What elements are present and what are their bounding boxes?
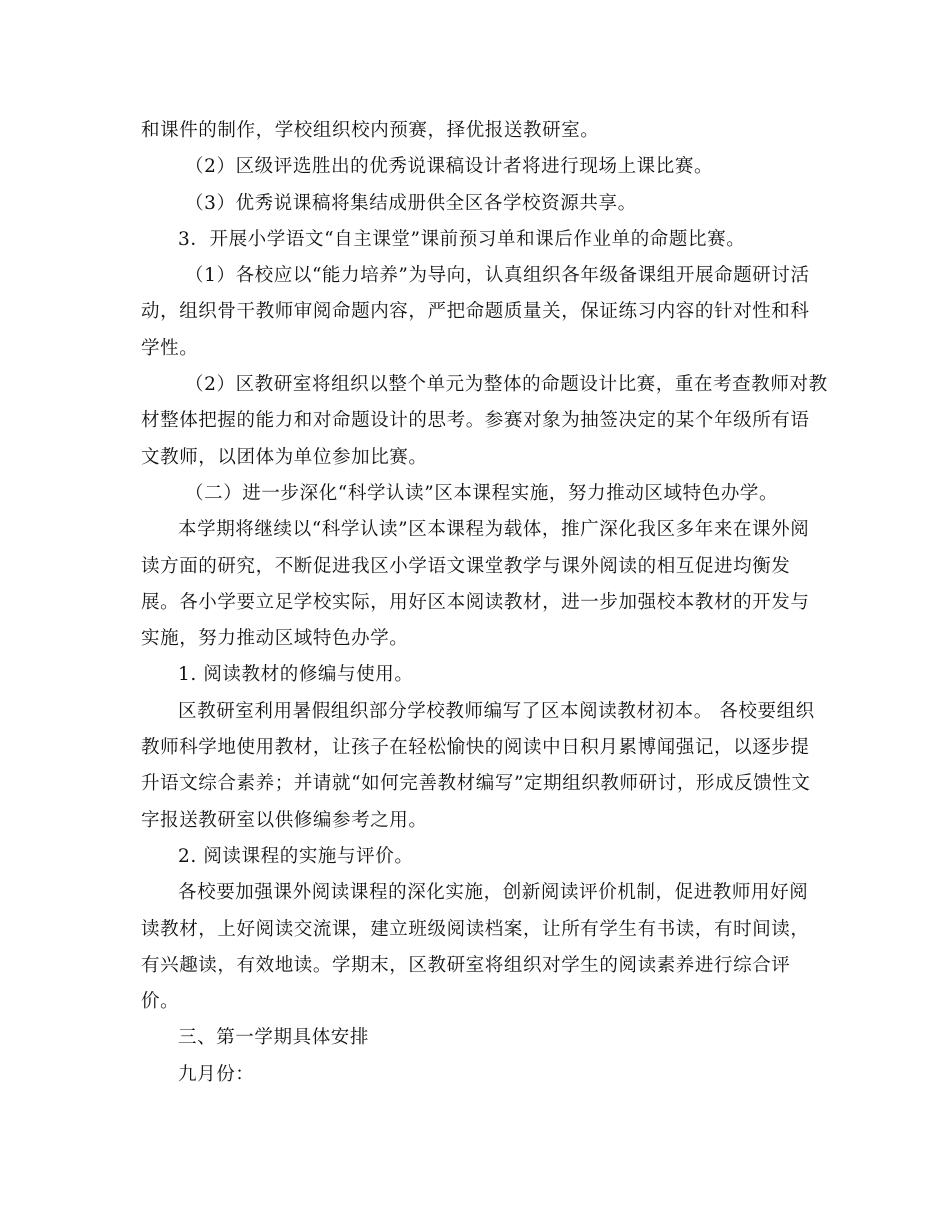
text-line: 文教师，以团体为单位参加比赛。 [141,446,428,468]
text-line: 3．开展小学语文“自主课堂”课前预习单和课后作业单的命题比赛。 [178,228,746,250]
text-line: 动，组织骨干教师审阅命题内容，严把命题质量关，保证练习内容的针对性和科 [141,301,810,323]
text-line: （1）各校应以“能力培养”为导向，认真组织各年级备课组开展命题研讨活 [185,265,810,287]
text-line: 字报送教研室以供修编参考之用。 [141,809,428,831]
document-body [141,113,828,1093]
month-heading: 九月份： [178,1063,255,1085]
text-line: 学性。 [141,337,199,359]
text-line: 1. 阅读教材的修编与使用。 [178,664,414,686]
text-line: （3）优秀说课稿将集结成册供全区各学校资源共享。 [185,192,637,214]
text-line: 教师科学地使用教材，让孩子在轻松愉快的阅读中日积月累博闻强记，以逐步提 [141,737,810,759]
text-line: （2）区教研室将组织以整个单元为整体的命题设计比赛，重在考查教师对教 [185,374,828,396]
text-line: 实施，努力推动区域特色办学。 [141,628,409,650]
text-line: 价。 [141,991,180,1013]
text-line: 各校要加强课外阅读课程的深化实施，创新阅读评价机制，促进教师用好阅 [178,882,809,904]
text-line: 有兴趣读，有效地读。学期末，区教研室将组织对学生的阅读素养进行综合评 [141,954,791,976]
text-line: 区教研室利用暑假组织部分学校教师编写了区本阅读教材初本。 各校要组织 [178,700,815,722]
text-line: 2. 阅读课程的实施与评价。 [178,845,414,867]
text-line: 本学期将继续以“科学认读”区本课程为载体，推广深化我区多年来在课外阅 [178,519,810,541]
text-line: 展。各小学要立足学校实际，用好区本阅读教材，进一步加强校本教材的开发与 [141,591,810,613]
text-line: 材整体把握的能力和对命题设计的思考。参赛对象为抽签决定的某个年级所有语 [141,410,810,432]
text-line: （2）区级评选胜出的优秀说课稿设计者将进行现场上课比赛。 [185,156,714,178]
text-line: 读教材，上好阅读交流课，建立班级阅读档案，让所有学生有书读，有时间读， [141,918,810,940]
text-line: 读方面的研究，不断促进我区小学语文课堂教学与课外阅读的相互促进均衡发 [141,555,791,577]
text-line: 和课件的制作，学校组织校内预赛，择优报送教研室。 [141,120,600,141]
text-line: （二）进一步深化“科学认读”区本课程实施，努力推动区域特色办学。 [185,482,779,504]
text-line: 升语文综合素养；并请就“如何完善教材编写”定期组织教师研讨，形成反馈性文 [141,773,811,795]
section-heading: 三、第一学期具体安排 [178,1027,370,1049]
